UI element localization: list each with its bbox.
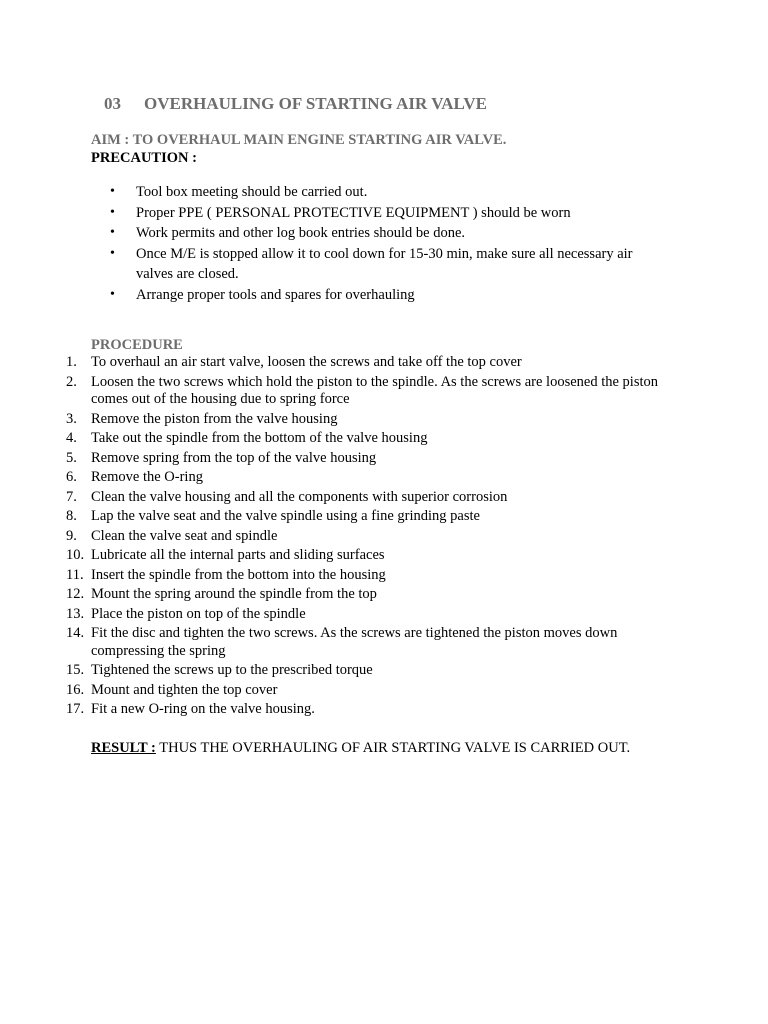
step-text: Insert the spindle from the bottom into the housing bbox=[91, 566, 386, 583]
procedure-step bbox=[66, 547, 666, 565]
step-number: 11. bbox=[66, 566, 84, 583]
step-number: 2. bbox=[66, 373, 77, 390]
procedure-step bbox=[66, 567, 666, 585]
step-number: 9. bbox=[66, 527, 77, 544]
precaution-text: Tool box meeting should be carried out. bbox=[136, 184, 368, 200]
step-number: 1. bbox=[66, 354, 77, 370]
bullet-icon: • bbox=[110, 184, 115, 199]
step-text: Lap the valve seat and the valve spindle using a fine grinding paste bbox=[91, 508, 480, 524]
step-text: Remove the O-ring bbox=[91, 469, 203, 485]
step-text: Loosen the two screws which hold the piston to the spindle. As the screws are loosened the piston comes out of the housing due to spring force bbox=[91, 373, 659, 407]
precaution-title: PRECAUTION : bbox=[91, 150, 197, 166]
precaution-text: Once M/E is stopped allow it to cool down for 15-30 min, make sure all necessary air valves are closed. bbox=[136, 245, 633, 282]
step-text: Mount and tighten the top cover bbox=[91, 681, 278, 698]
procedure-step bbox=[66, 586, 666, 604]
procedure-step bbox=[66, 528, 666, 546]
step-text: Clean the valve seat and spindle bbox=[91, 527, 278, 544]
bullet-icon: • bbox=[110, 204, 115, 220]
bullet-icon: • bbox=[110, 245, 115, 261]
step-text: Place the piston on top of the spindle bbox=[91, 605, 306, 622]
step-number: 4. bbox=[66, 430, 77, 446]
result-text: THUS THE OVERHAULING OF AIR STARTING VALVE IS CARRIED OUT. bbox=[155, 740, 631, 756]
procedure-step bbox=[66, 606, 666, 624]
procedure-title: PROCEDURE bbox=[91, 337, 183, 353]
step-number: 7. bbox=[66, 488, 77, 505]
bullet-icon: • bbox=[110, 225, 115, 240]
section-heading bbox=[104, 94, 487, 114]
precaution-item bbox=[110, 203, 670, 224]
step-text: Remove the piston from the valve housing bbox=[91, 410, 338, 427]
procedure-step bbox=[66, 469, 666, 487]
step-number: 5. bbox=[66, 449, 77, 466]
precaution-item bbox=[110, 182, 670, 203]
step-text: Tightened the screws up to the prescribed torque bbox=[91, 662, 373, 678]
procedure-step bbox=[66, 508, 666, 526]
precaution-item bbox=[110, 244, 670, 285]
precaution-text: Proper PPE ( PERSONAL PROTECTIVE EQUIPMENT ) should be worn bbox=[136, 204, 571, 221]
precaution-item bbox=[110, 285, 670, 306]
procedure-steps bbox=[66, 354, 666, 721]
procedure-step bbox=[66, 625, 666, 660]
procedure-step bbox=[66, 701, 666, 719]
step-number: 8. bbox=[66, 508, 77, 524]
procedure-step bbox=[66, 354, 666, 372]
bullet-icon: • bbox=[110, 286, 115, 302]
procedure-step bbox=[66, 489, 666, 507]
aim-statement: AIM : TO OVERHAUL MAIN ENGINE STARTING AIR VALVE. bbox=[91, 132, 507, 148]
precaution-text: Arrange proper tools and spares for overhauling bbox=[136, 286, 415, 303]
step-text: Mount the spring around the spindle from the top bbox=[91, 586, 377, 602]
step-number: 10. bbox=[66, 547, 85, 563]
precaution-item bbox=[110, 223, 670, 244]
result-label: RESULT : bbox=[91, 740, 156, 756]
step-text: Take out the spindle from the bottom of the valve housing bbox=[91, 430, 428, 446]
procedure-step bbox=[66, 682, 666, 700]
step-text: Lubricate all the internal parts and sliding surfaces bbox=[91, 547, 385, 563]
step-text: To overhaul an air start valve, loosen the screws and take off the top cover bbox=[91, 354, 522, 370]
step-number: 17. bbox=[66, 701, 85, 717]
step-number: 13. bbox=[66, 605, 85, 622]
procedure-step bbox=[66, 411, 666, 429]
step-number: 14. bbox=[66, 625, 85, 641]
section-number: 03 bbox=[104, 94, 121, 113]
procedure-step bbox=[66, 430, 666, 448]
step-text: Clean the valve housing and all the components with superior corrosion bbox=[91, 488, 508, 505]
section-title: OVERHAULING OF STARTING AIR VALVE bbox=[144, 94, 487, 113]
procedure-step bbox=[66, 374, 666, 409]
precaution-list bbox=[110, 182, 670, 305]
step-number: 6. bbox=[66, 469, 77, 485]
step-number: 15. bbox=[66, 662, 85, 678]
result-statement bbox=[91, 740, 630, 757]
step-number: 3. bbox=[66, 410, 77, 427]
step-text: Remove spring from the top of the valve housing bbox=[91, 449, 377, 466]
step-number: 12. bbox=[66, 586, 85, 602]
step-number: 16. bbox=[66, 681, 85, 698]
step-text: Fit a new O-ring on the valve housing. bbox=[91, 701, 315, 717]
procedure-step bbox=[66, 450, 666, 468]
procedure-step bbox=[66, 662, 666, 680]
precaution-text: Work permits and other log book entries should be done. bbox=[136, 225, 466, 241]
step-text: Fit the disc and tighten the two screws. As the screws are tightened the piston moves down compressing the spring bbox=[91, 625, 618, 659]
